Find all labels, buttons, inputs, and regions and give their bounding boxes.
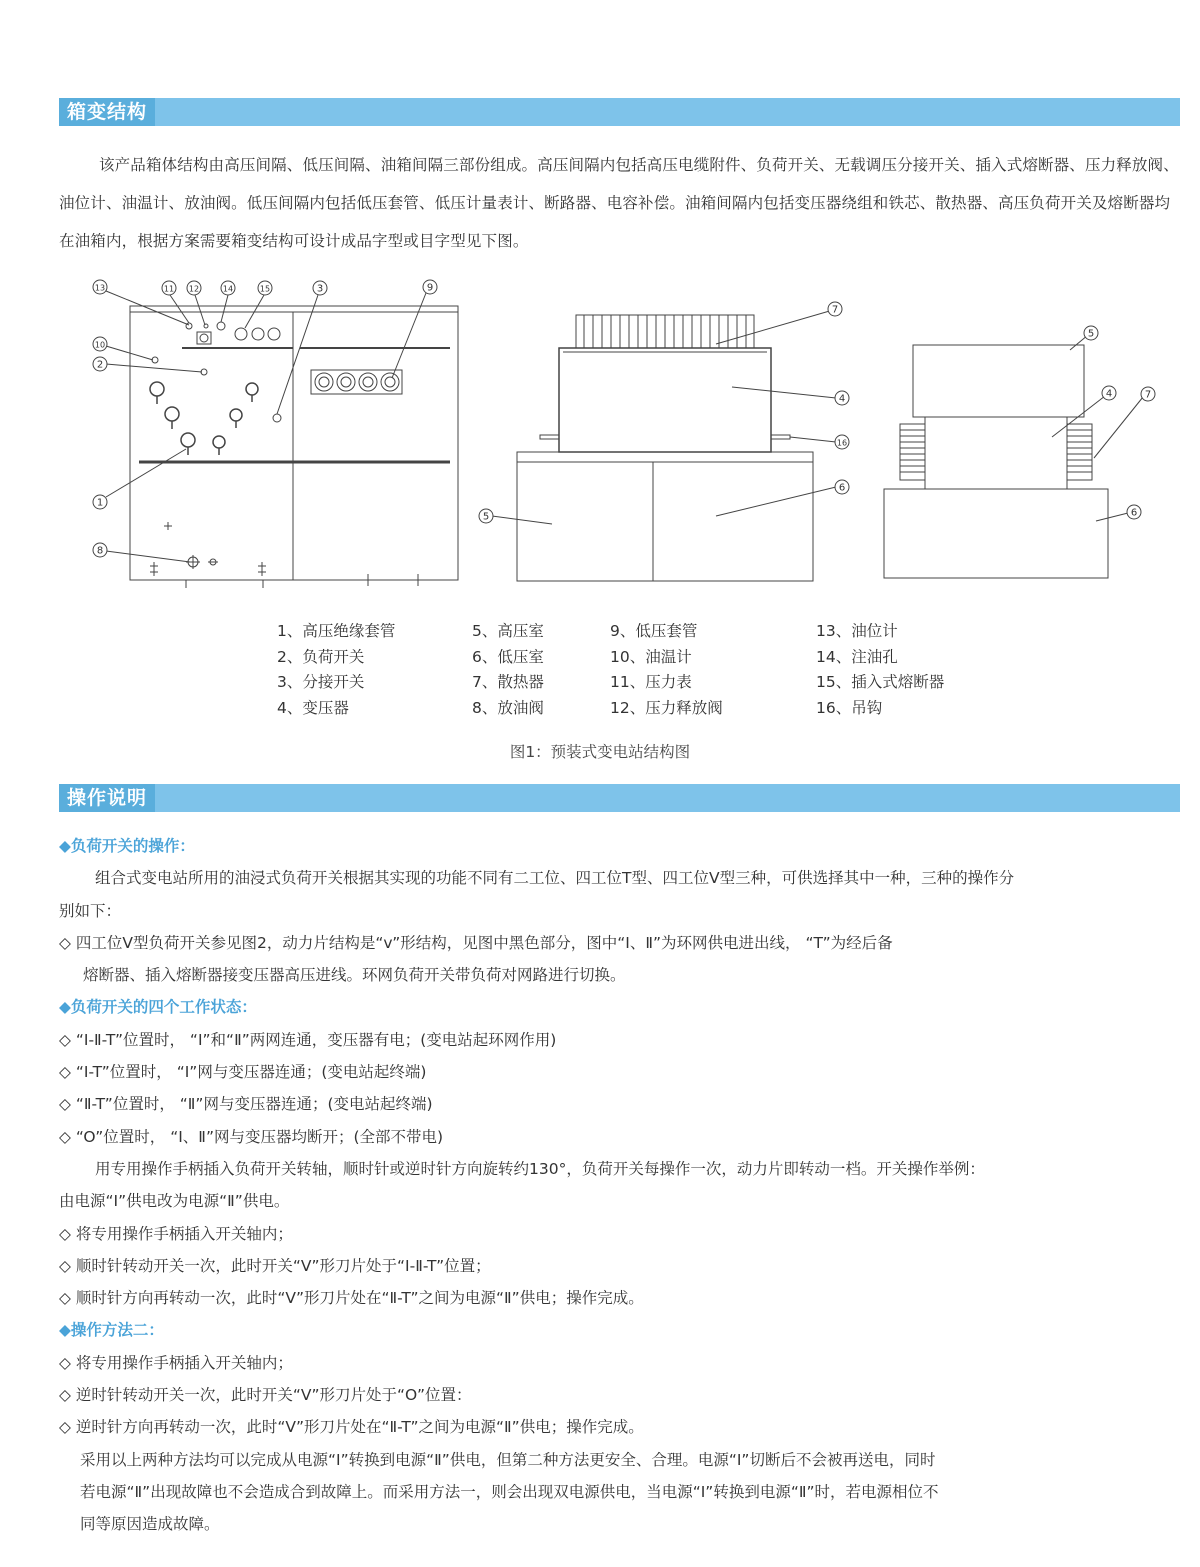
figure-caption: 图1：预装式变电站结构图 [509,743,691,761]
callout-marker-9 [423,280,437,294]
paragraph-line: 别如下： [59,901,122,920]
method1-step: ◇ 顺时针转动开关一次，此时开关“V”形刀片处于“Ⅰ-Ⅱ-T”位置； [59,1256,491,1275]
method1-step: ◇ 顺时针方向再转动一次，此时“V”形刀片处在“Ⅱ-T”之间为电源“Ⅱ”供电；操作完成。 [59,1289,644,1308]
legend-item: 9、低压套管 [610,622,698,640]
conclusion-line: 同等原因造成故障。 [80,1515,220,1534]
callout-marker-6 [835,480,849,494]
callout-marker-4 [1102,386,1116,400]
svg-text:16: 16 [836,438,848,448]
svg-text:4: 4 [838,393,846,405]
callout-marker-7 [828,302,842,316]
paragraph-line: 熔断器、插入熔断器接变压器高压进线。环网负荷开关带负荷对网路进行切换。 [83,966,626,985]
subheading-switch-operation: ◆负荷开关的操作： [59,837,195,855]
legend-item: 8、放油阀 [472,698,544,717]
legend-item: 14、注油孔 [816,647,898,666]
legend-item: 6、低压室 [472,647,544,666]
svg-text:7: 7 [831,304,839,316]
legend-item: 15、插入式熔断器 [816,673,945,691]
legend-item: 1、高压绝缘套管 [277,622,396,640]
svg-text:10: 10 [94,340,106,350]
svg-text:7: 7 [1144,389,1152,401]
operation-content [59,830,1180,1541]
callout-marker-4 [835,391,849,405]
callout-marker-12 [187,281,201,295]
paragraph-line: ◇ 四工位V型负荷开关参见图2，动力片结构是“v”形结构，见图中黑色部分，图中“Ⅰ、Ⅱ”为环网供电进出线， “T”为经后备 [59,933,893,952]
legend-item: 7、散热器 [472,673,544,691]
structure-intro-paragraph: 该产品箱体结构由高压间隔、低压间隔、油箱间隔三部份组成。高压间隔内包括高压电缆附件、负荷开关、无载调压分接开关、插入式熔断器、压力释放阀、油位计、油温计、放油阀。低压间隔内包括低压套管、低压计量表计、断路器、电容补偿。油箱间隔内包括变压器绕组和铁芯、散热器、高压负荷开关及熔断器均在油箱内，根据方案需要箱变结构可设计成品字型或目字型见下图。 [59,156,1179,250]
callout-marker-13 [93,280,107,294]
legend-column-1 [277,619,395,721]
svg-text:1: 1 [96,497,104,509]
side-view-drawing [492,310,836,581]
callout-marker-6 [1127,505,1141,519]
subheading-method-two: ◆操作方法二： [59,1321,164,1340]
svg-text:6: 6 [838,482,846,494]
svg-text:5: 5 [482,511,490,523]
callout-marker-1 [93,495,107,509]
callout-marker-5 [1084,326,1098,340]
legend-item: 3、分接开关 [277,673,365,691]
callout-marker-14 [221,281,235,295]
section-title-structure: 箱变结构 [59,98,155,126]
subheading-four-states: ◆负荷开关的四个工作状态： [59,998,257,1017]
conclusion-line: 采用以上两种方法均可以完成从电源“Ⅰ”转换到电源“Ⅱ”供电，但第二种方法更安全、合理。电源“Ⅰ”切断后不会被再送电，同时 [80,1450,936,1469]
front-view-drawing [106,291,458,588]
callout-marker-3 [313,281,327,295]
paragraph-line: 由电源“Ⅰ”供电改为电源“Ⅱ”供电。 [59,1192,290,1211]
state-item: ◇ “O”位置时， “Ⅰ、Ⅱ”网与变压器均断开；(全部不带电) [59,1127,444,1146]
paragraph-line: 用专用操作手柄插入负荷开关转轴，顺时针或逆时针方向旋转约130°，负荷开关每操作一次，动力片即转动一档。开关操作举例： [95,1159,985,1178]
legend-item: 2、负荷开关 [277,647,365,666]
conclusion-line: 若电源“Ⅱ”出现故障也不会造成合到故障上。而采用方法一，则会出现双电源供电，当电源“Ⅰ”转换到电源“Ⅱ”时，若电源相位不 [80,1482,939,1501]
method2-step: ◇ 将专用操作手柄插入开关轴内； [59,1353,293,1372]
section-header-operation [59,784,1180,812]
svg-text:13: 13 [94,283,106,293]
callout-marker-16 [835,435,849,449]
state-item: ◇ “Ⅰ-Ⅱ-T”位置时， “Ⅰ”和“Ⅱ”两网连通，变压器有电；(变电站起环网作用) [59,1030,557,1049]
svg-text:5: 5 [1087,328,1095,340]
callout-marker-5 [479,509,493,523]
method2-step: ◇ 逆时针方向再转动一次，此时“V”形刀片处在“Ⅱ-T”之间为电源“Ⅱ”供电；操作完成。 [59,1418,644,1437]
svg-text:9: 9 [426,282,434,294]
svg-text:12: 12 [188,284,200,294]
legend-item: 5、高压室 [472,622,544,640]
right-view-drawing [884,335,1143,578]
svg-text:3: 3 [316,283,324,295]
legend-item: 12、压力释放阀 [610,698,723,717]
legend-item: 11、压力表 [610,673,692,691]
legend-column-3 [610,619,723,721]
method1-step: ◇ 将专用操作手柄插入开关轴内； [59,1224,293,1243]
legend-item: 13、油位计 [816,622,898,640]
svg-text:4: 4 [1105,388,1113,400]
callout-marker-2 [93,357,107,371]
callout-marker-15 [258,281,272,295]
legend-item: 4、变压器 [277,698,349,717]
substation-structure-diagram [80,272,1160,592]
state-item: ◇ “Ⅰ-T”位置时， “Ⅰ”网与变压器连通；(变电站起终端) [59,1063,427,1082]
section-header-structure [59,98,1180,126]
legend-item: 16、吊钩 [816,698,883,717]
svg-text:11: 11 [163,284,175,294]
svg-text:6: 6 [1130,507,1138,519]
svg-text:8: 8 [96,545,104,557]
svg-text:2: 2 [96,359,104,371]
svg-text:15: 15 [259,284,271,294]
svg-text:14: 14 [222,284,234,294]
paragraph-line: 组合式变电站所用的油浸式负荷开关根据其实现的功能不同有二工位、四工位T型、四工位V型三种，可供选择其中一种，三种的操作分 [95,869,1015,888]
legend-column-2 [472,619,544,721]
section-title-operation: 操作说明 [59,784,155,812]
callout-marker-10 [93,337,107,351]
legend-item: 10、油温计 [610,647,692,666]
legend-column-4 [816,619,944,721]
callout-marker-11 [162,281,176,295]
method2-step: ◇ 逆时针转动开关一次，此时开关“V”形刀片处于“O”位置： [59,1386,472,1405]
state-item: ◇ “Ⅱ-T”位置时， “Ⅱ”网与变压器连通；(变电站起终端) [59,1095,433,1114]
callout-marker-7 [1141,387,1155,401]
callout-marker-8 [93,543,107,557]
